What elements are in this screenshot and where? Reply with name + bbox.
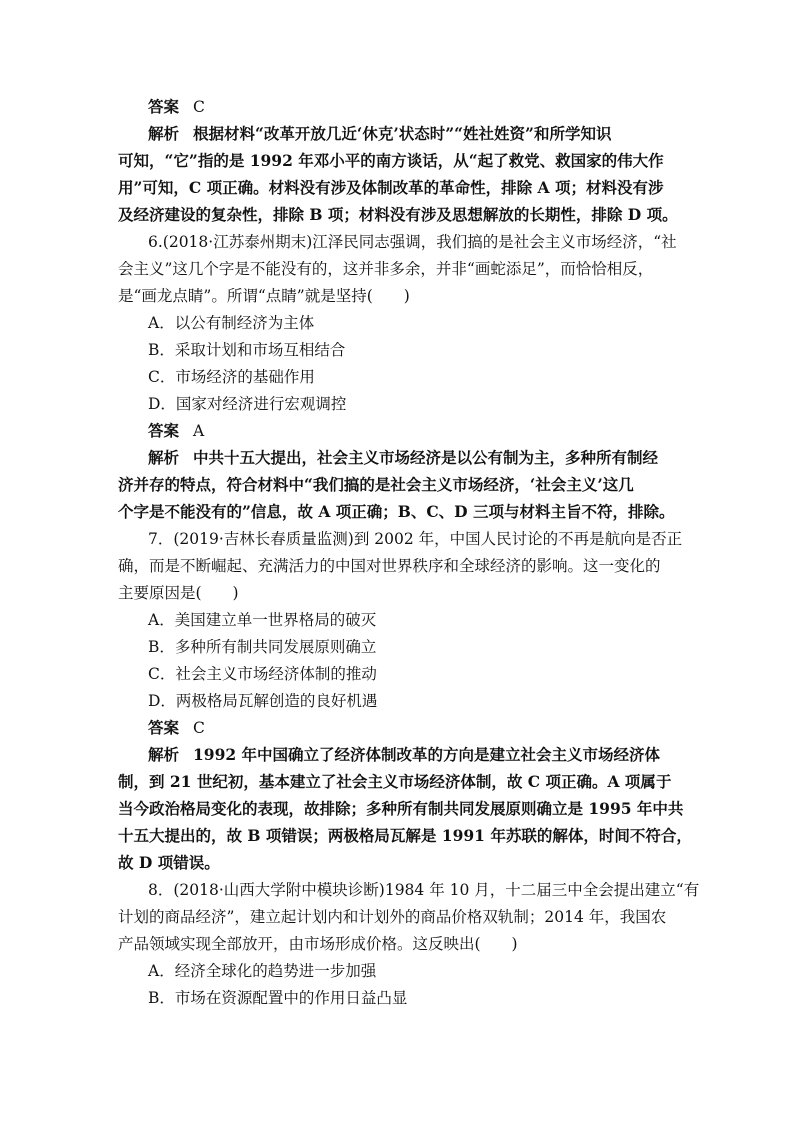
q7-analysis-text-1: 1992 年中国确立了经济体制改革的方向是建立社会主义市场经济体 bbox=[193, 745, 661, 764]
q8-stem-line-2: 计划的商品经济”，建立起计划内和计划外的商品价格双轨制；2014 年，我国农 bbox=[118, 908, 667, 926]
q7-stem-line-1: 7．(2019·吉林长春质量监测)到 2002 年，中国人民讨论的不再是航向是否正 bbox=[148, 530, 683, 548]
q7-analysis-line-1 bbox=[148, 742, 708, 768]
q8-stem-line-3: 产品领域实现全部放开，由市场形成价格。这反映出( ) bbox=[118, 935, 518, 953]
q7-option-d: D．两极格局瓦解创造的良好机遇 bbox=[148, 692, 378, 710]
q6-option-b: B．采取计划和市场互相结合 bbox=[148, 341, 346, 359]
q7-answer: C bbox=[193, 719, 205, 737]
q7-analysis-line-4: 十五大提出的，故 B 项错误；两极格局瓦解是 1991 年苏联的解体，时间不符合， bbox=[118, 826, 692, 845]
q7-stem-line-3: 主要原因是( ) bbox=[118, 584, 239, 602]
q6-analysis-line-3: 个字是不能没有的”信息，故 A 项正确；B、C、D 三项与材料主旨不符，排除。 bbox=[118, 502, 675, 521]
q7-answer-line bbox=[148, 715, 708, 741]
q8-option-a: A．经济全球化的趋势进一步加强 bbox=[148, 962, 377, 980]
answer-label: 答案 bbox=[148, 422, 180, 440]
analysis-label: 解析 bbox=[148, 125, 180, 143]
q6-option-d: D．国家对经济进行宏观调控 bbox=[148, 395, 347, 413]
q5-analysis-line-1 bbox=[148, 121, 708, 147]
q5-analysis-text-1: 根据材料“改革开放几近‘休克’状态时”“姓社姓资”和所学知识 bbox=[193, 124, 612, 143]
answer-label: 答案 bbox=[148, 719, 180, 737]
q6-option-c: C．市场经济的基础作用 bbox=[148, 368, 315, 386]
q7-option-b: B．多种所有制共同发展原则确立 bbox=[148, 638, 377, 656]
q7-option-a: A．美国建立单一世界格局的破灭 bbox=[148, 611, 377, 629]
q6-analysis-line-1 bbox=[148, 445, 708, 471]
q8-option-b: B．市场在资源配置中的作用日益凸显 bbox=[148, 989, 408, 1007]
q7-option-c: C．社会主义市场经济体制的推动 bbox=[148, 665, 377, 683]
q5-analysis-line-3: 用”可知，C 项正确。材料没有涉及体制改革的革命性，排除 A 项；材料没有涉 bbox=[118, 178, 664, 197]
q6-analysis-line-2: 济并存的特点，符合材料中“我们搞的是社会主义市场经济，‘社会主义’这几 bbox=[118, 475, 634, 494]
q7-stem-line-2: 确，而是不断崛起、充满活力的中国对世界秩序和全球经济的影响。这一变化的 bbox=[118, 557, 661, 575]
q7-analysis-line-2: 制，到 21 世纪初，基本建立了社会主义市场经济体制，故 C 项正确。A 项属于 bbox=[118, 772, 672, 791]
q8-stem-line-1: 8．(2018·山西大学附中模块诊断)1984 年 10 月，十二届三中全会提出建立“有 bbox=[148, 881, 700, 899]
q5-answer: C bbox=[193, 98, 205, 116]
q6-option-a: A．以公有制经济为主体 bbox=[148, 314, 315, 332]
q6-stem-line-3: 是“画龙点睛”。所谓“点睛”就是坚持( ) bbox=[118, 287, 410, 305]
q6-answer: A bbox=[193, 422, 205, 440]
analysis-label: 解析 bbox=[148, 449, 180, 467]
answer-label: 答案 bbox=[148, 98, 180, 116]
q7-analysis-line-5: 故 D 项错误。 bbox=[118, 853, 220, 872]
q5-analysis-line-4: 及经济建设的复杂性，排除 B 项；材料没有涉及思想解放的长期性，排除 D 项。 bbox=[118, 205, 678, 224]
q6-stem-line-2: 会主义”这几个字是不能没有的，这并非多余，并非“画蛇添足”，而恰恰相反， bbox=[118, 260, 654, 278]
q6-stem-line-1: 6.(2018·江苏泰州期末)江泽民同志强调，我们搞的是社会主义市场经济，“社 bbox=[148, 233, 677, 251]
q7-analysis-line-3: 当今政治格局变化的表现，故排除；多种所有制共同发展原则确立是 1995 年中共 bbox=[118, 799, 684, 818]
q6-analysis-text-1: 中共十五大提出，社会主义市场经济是以公有制为主，多种所有制经 bbox=[193, 448, 659, 467]
q5-analysis-line-2: 可知，“它”指的是 1992 年邓小平的南方谈话，从“起了救党、救国家的伟大作 bbox=[118, 151, 664, 170]
analysis-label: 解析 bbox=[148, 746, 180, 764]
q5-answer-line bbox=[148, 94, 708, 120]
q6-answer-line bbox=[148, 418, 708, 444]
